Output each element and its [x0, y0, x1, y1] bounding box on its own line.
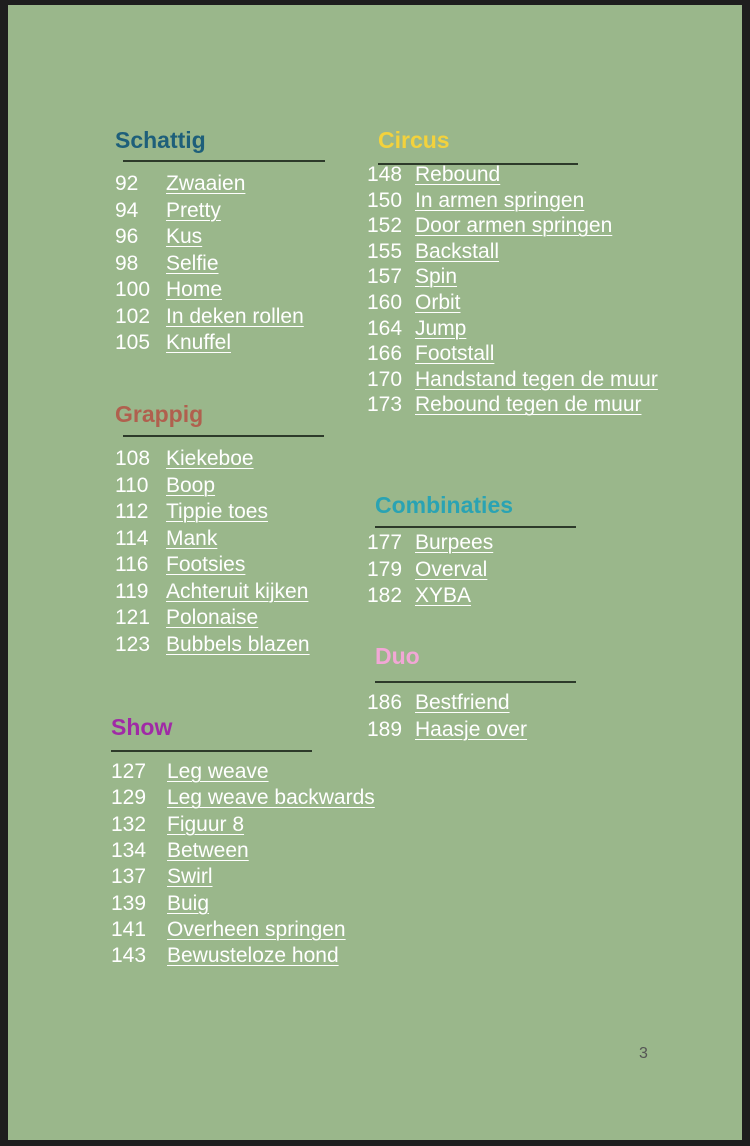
entry-link[interactable]: Bubbels blazen	[166, 632, 310, 656]
entry-link[interactable]: Spin	[415, 265, 458, 289]
entry-link[interactable]: Swirl	[167, 865, 213, 889]
toc-entry[interactable]	[111, 785, 375, 811]
entry-link[interactable]: Figuur 8	[167, 812, 245, 836]
entry-page-number: 96	[115, 225, 139, 248]
entry-page-number: 105	[115, 331, 151, 354]
toc-entry[interactable]	[367, 392, 642, 418]
entry-link[interactable]: Between	[167, 838, 249, 862]
toc-entry[interactable]	[115, 277, 223, 303]
toc-entry[interactable]	[367, 188, 585, 214]
entry-page-number: 189	[367, 717, 403, 741]
entry-link[interactable]: Haasje over	[415, 717, 528, 741]
entry-page-number: 160	[367, 291, 403, 314]
entry-page-number: 121	[115, 606, 151, 629]
entry-page-number: 110	[115, 473, 149, 497]
document-page	[8, 5, 742, 1140]
entry-link[interactable]: Knuffel	[166, 331, 231, 354]
entry-page-number: 148	[367, 163, 403, 186]
entry-page-number: 139	[111, 891, 147, 915]
toc-entry[interactable]	[367, 316, 467, 342]
entry-link[interactable]: Overval	[415, 557, 488, 581]
section-heading: Circus	[378, 127, 450, 153]
entry-link[interactable]: Home	[166, 278, 223, 301]
entry-page-number: 152	[367, 214, 403, 238]
entry-link[interactable]: Buig	[167, 891, 210, 915]
toc-entry[interactable]	[111, 943, 339, 969]
entry-page-number: 137	[111, 865, 147, 889]
toc-entry[interactable]	[111, 812, 245, 838]
entry-page-number: 177	[367, 531, 403, 554]
entry-link[interactable]: Footstall	[415, 342, 495, 366]
entry-page-number: 173	[367, 393, 403, 417]
toc-entry[interactable]	[115, 446, 254, 472]
entry-link[interactable]: Footsies	[166, 553, 246, 576]
toc-entry[interactable]	[367, 213, 613, 239]
entry-page-number: 108	[115, 447, 151, 470]
entry-page-number: 123	[115, 632, 151, 656]
entry-page-number: 129	[111, 786, 147, 810]
toc-entry[interactable]	[115, 579, 309, 605]
toc-entry[interactable]	[115, 304, 304, 330]
toc-entry[interactable]	[111, 864, 213, 890]
entry-page-number: 132	[111, 812, 147, 836]
entry-page-number: 112	[115, 500, 149, 523]
section-rule	[375, 526, 576, 528]
toc-entry[interactable]	[115, 330, 231, 356]
entry-link[interactable]: Rebound	[415, 163, 501, 186]
toc-entry[interactable]	[367, 264, 458, 290]
entry-page-number: 98	[115, 251, 139, 275]
entry-link[interactable]: Backstall	[415, 239, 500, 263]
entry-link[interactable]: Jump	[415, 316, 467, 340]
entry-page-number: 179	[367, 557, 403, 581]
entry-link[interactable]: Handstand tegen de muur	[415, 367, 658, 391]
section-heading: Schattig	[115, 127, 206, 153]
entry-link[interactable]: Boop	[166, 473, 216, 497]
section-rule	[375, 681, 576, 683]
entry-page-number: 141	[111, 917, 147, 941]
entry-page-number: 166	[367, 342, 403, 366]
entry-link[interactable]: Door armen springen	[415, 214, 613, 238]
section-heading: Grappig	[115, 401, 204, 427]
entry-link[interactable]: Leg weave	[167, 760, 269, 783]
entry-page-number: 164	[367, 316, 403, 340]
toc-entry[interactable]	[115, 605, 259, 631]
toc-entry[interactable]	[111, 891, 210, 917]
toc-entry[interactable]	[367, 717, 528, 743]
toc-entry[interactable]	[367, 162, 501, 188]
entry-page-number: 143	[111, 944, 147, 968]
toc-entry[interactable]	[115, 526, 218, 552]
entry-page-number: 94	[115, 198, 139, 222]
section-rule	[123, 160, 325, 162]
toc-entry[interactable]	[115, 552, 246, 578]
toc-entry[interactable]	[115, 499, 268, 525]
entry-link[interactable]: Burpees	[415, 531, 494, 554]
entry-page-number: 119	[115, 579, 149, 603]
toc-entry[interactable]	[367, 530, 494, 556]
toc-entry[interactable]	[367, 341, 495, 367]
entry-link[interactable]: Pretty	[166, 198, 221, 222]
entry-link[interactable]: Bestfriend	[415, 691, 510, 714]
entry-link[interactable]: Overheen springen	[167, 917, 346, 941]
page-number: 3	[639, 1045, 648, 1062]
entry-page-number: 92	[115, 172, 139, 195]
toc-entry[interactable]	[367, 239, 500, 265]
entry-link[interactable]: Selfie	[166, 251, 219, 275]
toc-entry[interactable]	[111, 838, 249, 864]
entry-link[interactable]: Kiekeboe	[166, 447, 254, 470]
toc-entry[interactable]	[367, 583, 472, 609]
entry-page-number: 157	[367, 265, 403, 289]
entry-page-number: 155	[367, 239, 403, 263]
entry-link[interactable]: Rebound tegen de muur	[415, 393, 642, 417]
toc-entry[interactable]	[115, 224, 203, 250]
entry-page-number: 102	[115, 304, 151, 328]
entry-link[interactable]: Mank	[166, 526, 218, 550]
entry-link[interactable]: XYBA	[415, 584, 472, 607]
entry-link[interactable]: Leg weave backwards	[167, 786, 375, 810]
toc-entry[interactable]	[367, 367, 658, 393]
entry-link[interactable]: Orbit	[415, 291, 461, 314]
toc-entry[interactable]	[115, 632, 310, 658]
toc-entry[interactable]	[111, 759, 269, 785]
entry-link[interactable]: In deken rollen	[166, 304, 304, 328]
entry-link[interactable]: In armen springen	[415, 188, 585, 212]
toc-entry[interactable]	[115, 251, 219, 277]
entry-page-number: 100	[115, 278, 151, 301]
toc-entry[interactable]	[111, 917, 346, 943]
entry-link[interactable]: Tippie toes	[166, 500, 268, 523]
section-rule	[123, 435, 324, 437]
entry-page-number: 182	[367, 584, 403, 607]
toc-entry[interactable]	[115, 473, 216, 499]
section-heading: Combinaties	[375, 492, 514, 518]
entry-page-number: 116	[115, 553, 149, 576]
entry-page-number: 114	[115, 526, 149, 550]
toc-entry[interactable]	[367, 290, 461, 316]
entry-link[interactable]: Zwaaien	[166, 172, 246, 195]
entry-link[interactable]: Achteruit kijken	[166, 579, 309, 603]
entry-page-number: 150	[367, 188, 403, 212]
entry-page-number: 186	[367, 691, 403, 714]
section-heading: Show	[111, 714, 173, 740]
section-heading: Duo	[375, 643, 420, 669]
entry-link[interactable]: Kus	[166, 225, 203, 248]
entry-page-number: 134	[111, 838, 147, 862]
toc-entry[interactable]	[367, 557, 488, 583]
section-rule	[111, 750, 312, 752]
entry-link[interactable]: Polonaise	[166, 606, 259, 629]
toc-entry[interactable]	[115, 171, 246, 197]
toc-entry[interactable]	[367, 690, 510, 716]
toc-entry[interactable]	[115, 198, 221, 224]
entry-page-number: 127	[111, 760, 147, 783]
entry-page-number: 170	[367, 367, 403, 391]
entry-link[interactable]: Bewusteloze hond	[167, 944, 339, 968]
